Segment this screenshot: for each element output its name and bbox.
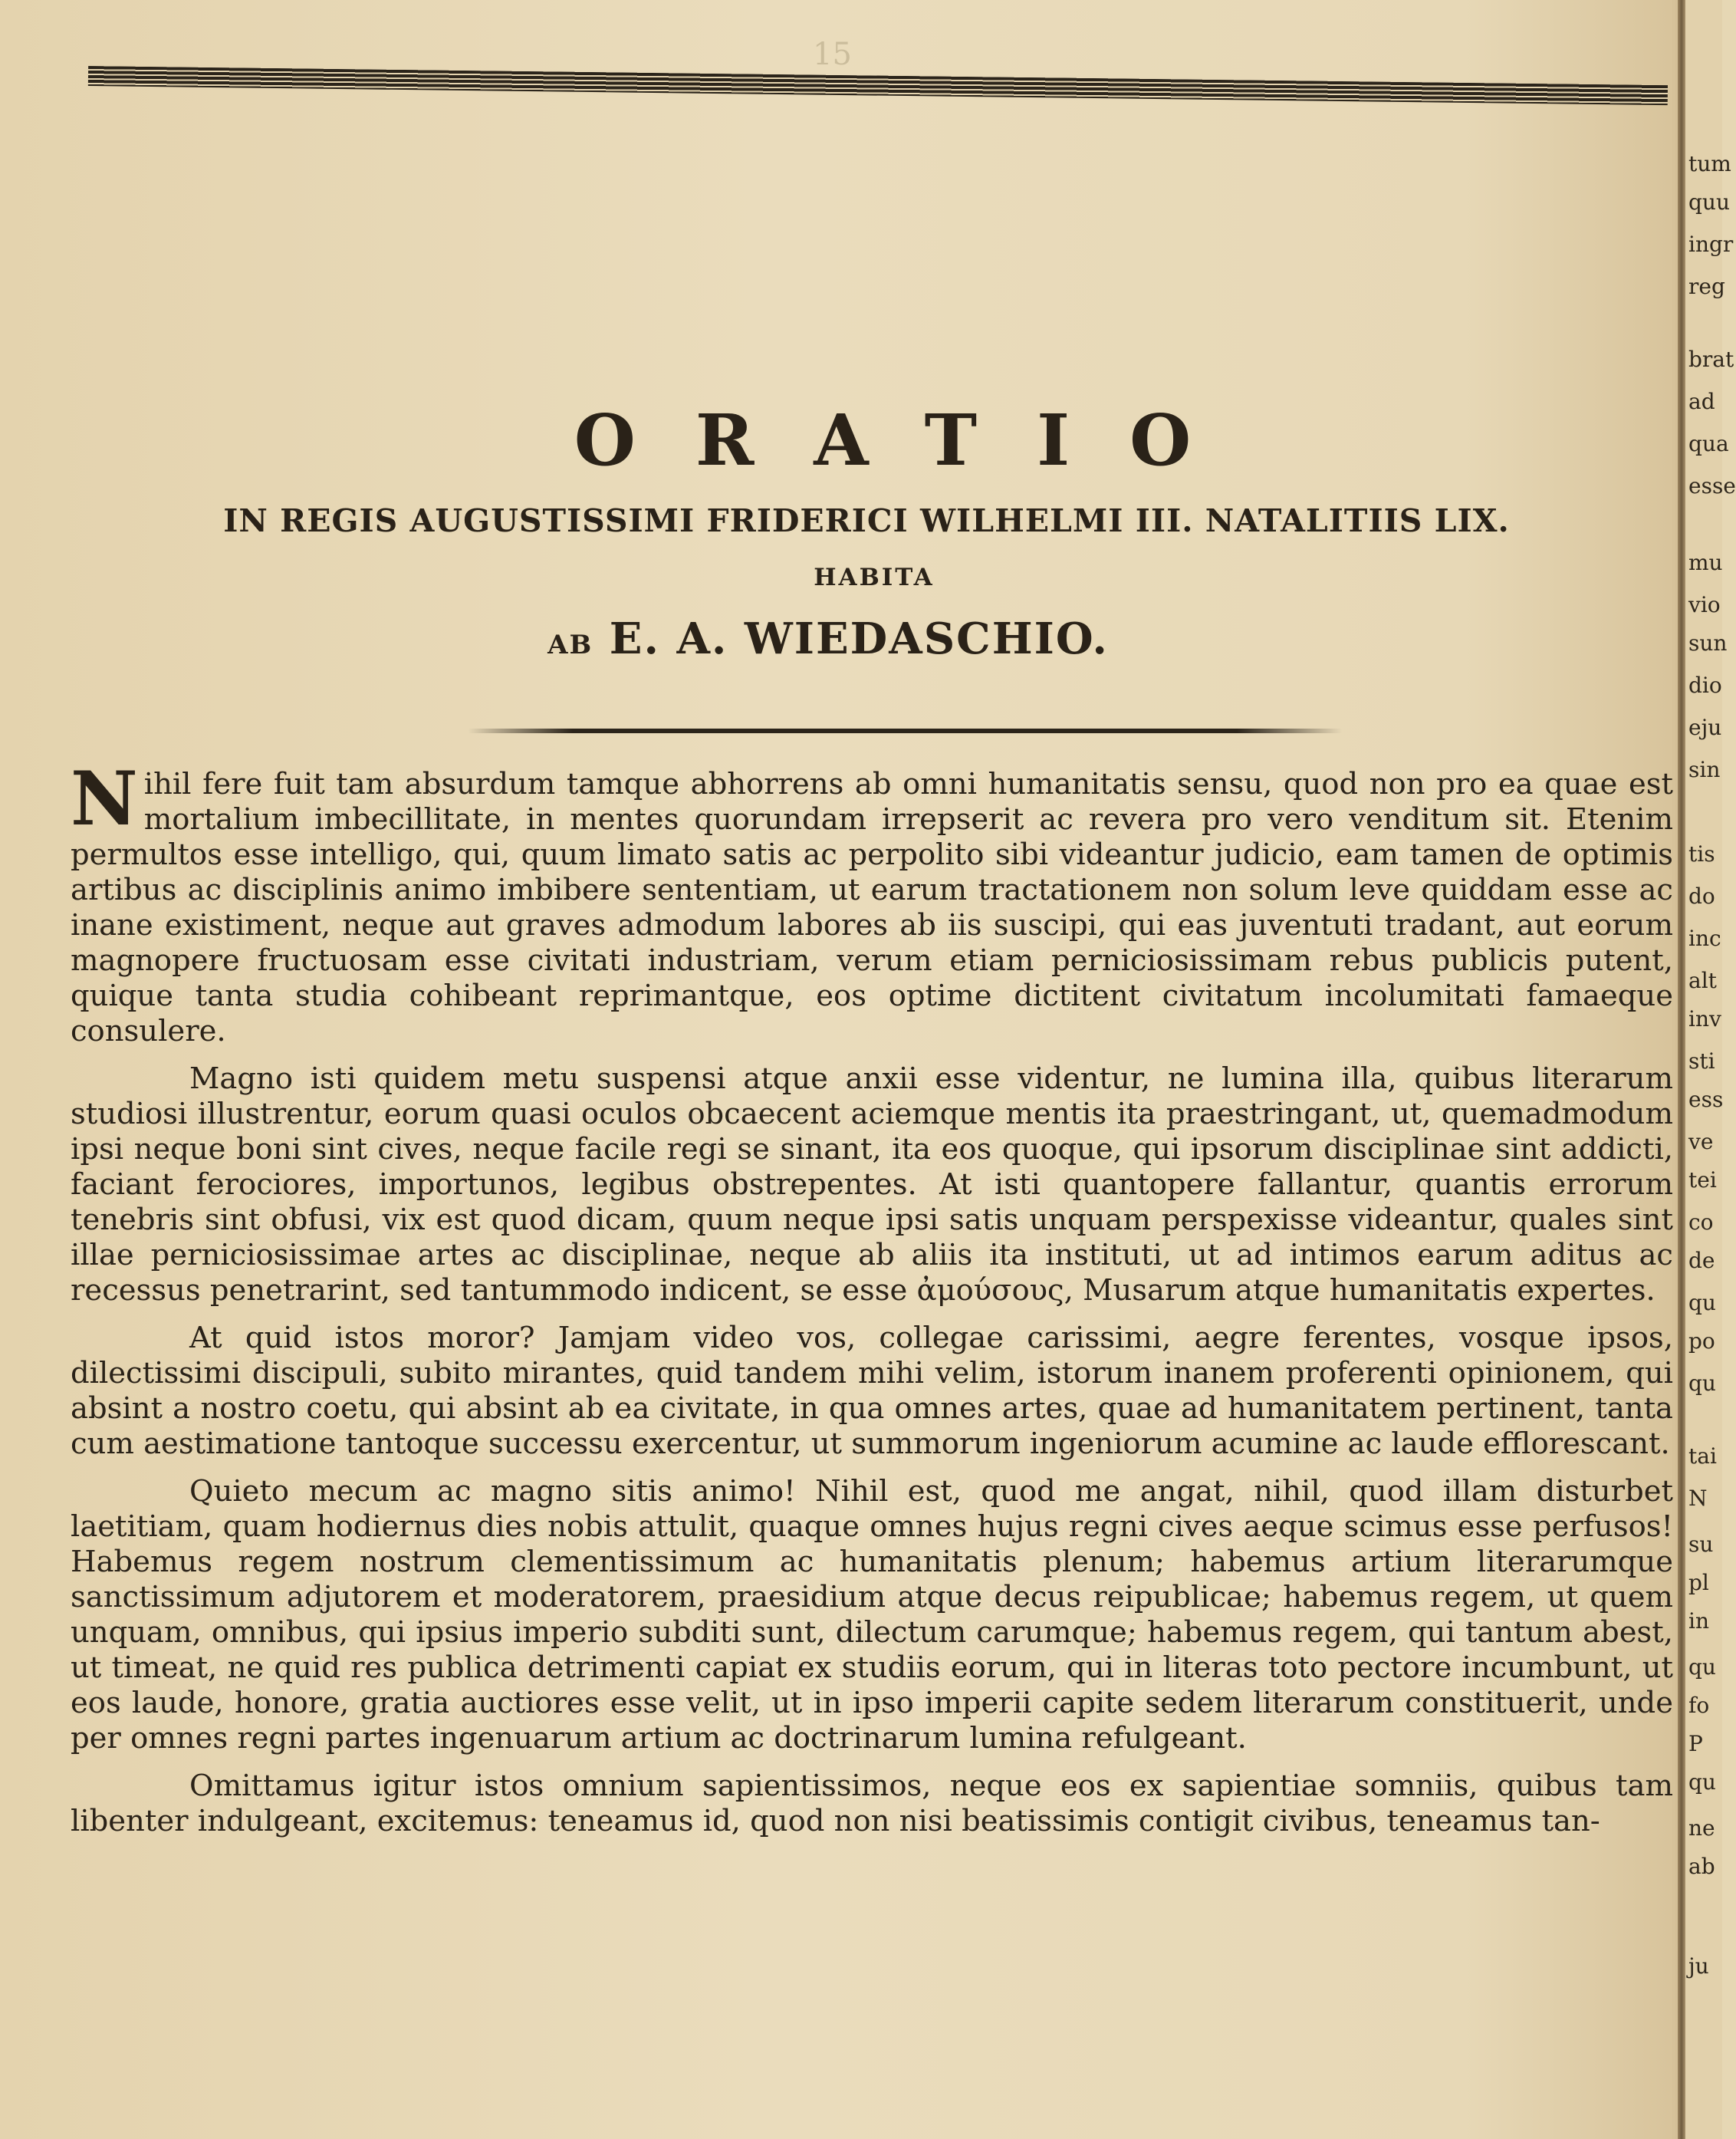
facing-page-fragment: esse bbox=[1688, 473, 1736, 499]
oration-subtitle: IN REGIS AUGUSTISSIMI FRIDERICI WILHELMI III. NATALITIIS LIX. bbox=[223, 502, 1510, 539]
paragraph-text: ihil fere fuit tam absurdum tamque abhorrens ab omni humanitatis sensu, quod non pro ea quae est mortalium imbecillitate, in mentes quorundam irrepserit ac revera pro vero venditum sit. Etenim permultos esse intelligo, qui, quum limato satis ac perpolito sibi videantur judicio, eam tamen de optimis artibus ac disciplinis animo imbibere sententiam, ut earum tractationem non solum leve quiddam esse ac inane existiment, neque aut graves admodum labores ab iis suscipi, qui eas juventuti tradant, aut eorum magnopere fructuosam esse civitati industriam, verum etiam perniciosissimam rebus publicis putent, quique tanta studia cohibeant reprimantque, eos optime dictitent civitatum incolumitati famaeque consulere. bbox=[71, 767, 1673, 1048]
facing-page-fragment: su bbox=[1688, 1532, 1714, 1557]
heading-rule bbox=[468, 729, 1342, 733]
facing-page-fragment: mu bbox=[1688, 550, 1723, 575]
facing-page-fragment: ad bbox=[1688, 389, 1715, 414]
facing-page-fragment: inc bbox=[1688, 926, 1721, 951]
book-gutter bbox=[1678, 0, 1685, 2139]
habita-label: HABITA bbox=[814, 564, 935, 591]
facing-page-fragment: tis bbox=[1688, 841, 1715, 867]
facing-page-fragment: sun bbox=[1688, 630, 1728, 656]
oration-body bbox=[71, 755, 1673, 1851]
facing-page-fragment: brat bbox=[1688, 347, 1734, 372]
paragraph: Quieto mecum ac magno sitis animo! Nihil est, quod me angat, nihil, quod illam disturbet laetitiam, quam hodiernus dies nobis attulit, quaque omnes hujus regni cives aeque scimus esse perfusos! Habemus regem nostrum clementissimum ac humanitatis plenum; habemus artium literarumque sanctissimum adjutorem et moderatorem, praesidium atque decus reipublicae; habemus regem, ut quem unquam, omnibus, qui ipsius imperio subditi sunt, dilectum carumque; habemus regem, qui tantum abest, ut timeat, ne quid res publica detrimenti capiat ex studiis eorum, qui in literas toto pectore incumbunt, ut eos laude, honore, gratia auctiores esse velit, ut in ipso imperii capite sedem literarum constituerit, unde per omnes regni partes ingenuarum artium ac doctrinarum lumina refulgeant. bbox=[71, 1474, 1673, 1756]
facing-page-fragment: qu bbox=[1688, 1769, 1716, 1795]
facing-page-fragment: ve bbox=[1688, 1129, 1714, 1154]
oration-title: ORATIO bbox=[574, 399, 1251, 482]
facing-page-fragment: quu bbox=[1688, 189, 1730, 215]
facing-page-fragment: eju bbox=[1688, 715, 1722, 740]
facing-page-fragment: qu bbox=[1688, 1371, 1716, 1396]
facing-page-fragment: po bbox=[1688, 1328, 1715, 1354]
facing-page-fragment: vio bbox=[1688, 592, 1721, 617]
page-number: 15 bbox=[813, 37, 852, 72]
drop-cap: N bbox=[71, 755, 138, 842]
facing-page-fragment: alt bbox=[1688, 968, 1717, 993]
facing-page-fragment: pl bbox=[1688, 1570, 1709, 1595]
facing-page-fragment: qua bbox=[1688, 431, 1729, 456]
facing-page-fragment: fo bbox=[1688, 1693, 1710, 1718]
facing-page-fragment: do bbox=[1688, 884, 1715, 909]
facing-page-fragment: ne bbox=[1688, 1815, 1715, 1841]
facing-page-fragment: in bbox=[1688, 1608, 1709, 1634]
facing-page-fragment: ingr bbox=[1688, 232, 1734, 257]
facing-page-fragment: sin bbox=[1688, 757, 1721, 782]
paragraph: Magno isti quidem metu suspensi atque anxii esse videntur, ne lumina illa, quibus literarum studiosi illustrentur, eorum quasi oculos obcaecent aciemque mentis ita praestringant, ut, quemadmodum ipsi neque boni sint cives, neque facile regi se sinant, ita eos quoque, qui ipsorum disciplinae sint addicti, faciant ferociores, importunos, legibus obstrepentes. At isti quantopere fallantur, quantis errorum tenebris sint obfusi, vix est quod dicam, quum neque ipsi satis unquam perspexisse videantur, quales sint illae perniciosissimae artes ac disciplinae, neque ab aliis ita instituti, ut ad intimos earum aditus ac recessus penetrarint, sed tantummodo indicent, se esse ἀμούσους, Musarum atque humanitatis expertes. bbox=[71, 1061, 1673, 1308]
facing-page-fragment: ess bbox=[1688, 1087, 1724, 1112]
facing-page-fragment: tei bbox=[1688, 1167, 1717, 1193]
facing-page-fragment: tai bbox=[1688, 1443, 1717, 1469]
facing-page-fragment: P bbox=[1688, 1731, 1703, 1756]
facing-page-fragment: N bbox=[1688, 1486, 1708, 1511]
paragraph: Omittamus igitur istos omnium sapientissimos, neque eos ex sapientiae somniis, quibus tam libenter indulgeant, excitemus: teneamus id, quod non nisi beatissimis contigit civibus, teneamus tan- bbox=[71, 1769, 1673, 1838]
facing-page-fragment: reg bbox=[1688, 274, 1725, 299]
facing-page-fragment: dio bbox=[1688, 673, 1722, 698]
facing-page-fragment: qu bbox=[1688, 1654, 1716, 1680]
facing-page-fragment: de bbox=[1688, 1248, 1715, 1273]
top-rule bbox=[88, 66, 1668, 105]
facing-page-fragment: sti bbox=[1688, 1048, 1715, 1074]
author-line bbox=[153, 614, 1503, 664]
paragraph bbox=[71, 755, 1673, 1049]
facing-page-fragment: co bbox=[1688, 1209, 1714, 1235]
facing-page-fragment: inv bbox=[1688, 1006, 1721, 1032]
facing-page-fragment: ju bbox=[1688, 1953, 1709, 1979]
facing-page-fragment: ab bbox=[1688, 1854, 1715, 1879]
facing-page-edge bbox=[1685, 0, 1736, 2139]
facing-page-fragment: qu bbox=[1688, 1290, 1716, 1315]
author-prefix: AB bbox=[547, 630, 593, 660]
facing-page-fragment: tum bbox=[1688, 151, 1731, 176]
paragraph: At quid istos moror? Jamjam video vos, collegae carissimi, aegre ferentes, vosque ipsos, dilectissimi discipuli, subito mirantes, quid tandem mihi velim, istorum inanem proferenti opinionem, qui absint a nostro coetu, qui absint ab ea civitate, in qua omnes artes, quae ad humanitatem pertinent, tanta cum aestimatione tantoque successu exercentur, ut summorum ingeniorum acumine ac laude efflorescant. bbox=[71, 1321, 1673, 1461]
author-name: E. A. WIEDASCHIO. bbox=[609, 614, 1109, 664]
